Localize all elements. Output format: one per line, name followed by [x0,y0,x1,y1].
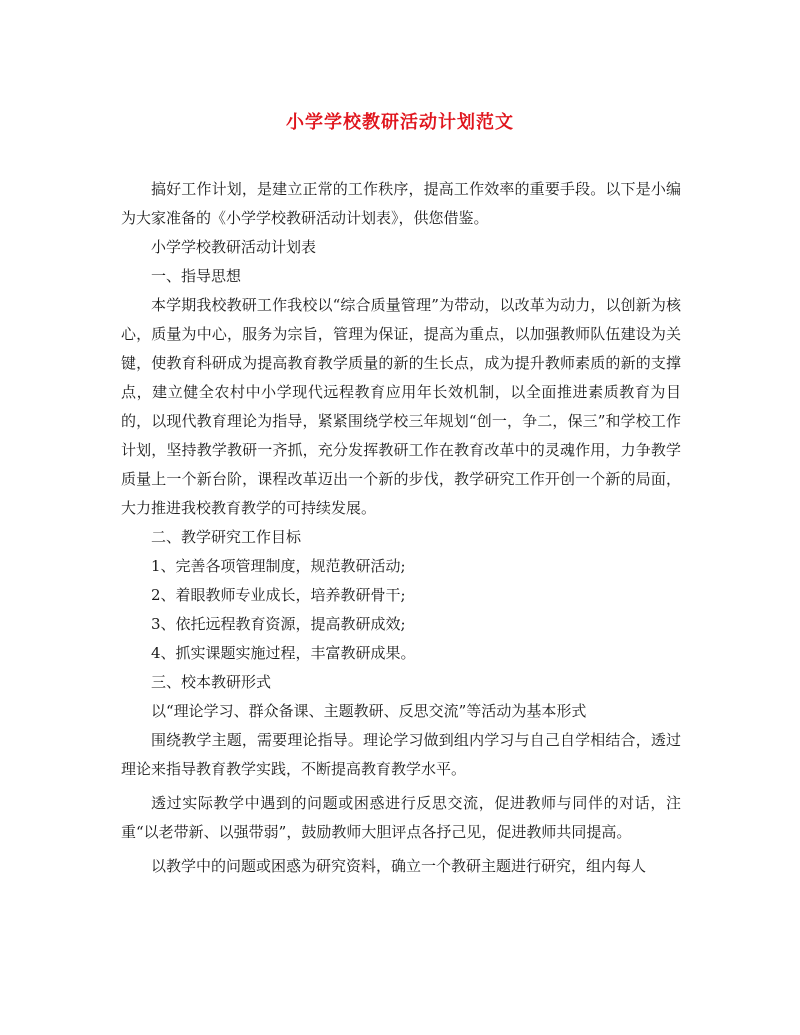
goal-item-4: 4、抓实课题实施过程，丰富教研成果。 [151,644,416,662]
guiding-ideology-paragraph: 本学期我校教研工作我校以“综合质量管理”为带动，以改革为动力，以创新为核心，质量为中心，服务为宗旨，管理为保证，提高为重点，以加强教师队伍建设为关键，使教育科研成为提高教育教学质量的新的生长点，成为提升教师素质的新的支撑点，建立健全农村中小学现代远程教育应用年长效机制，以全面推进素质教育为目的，以现代教育理论为指导，紧紧围绕学校三年规划“创一，争二，保三”和学校工作计划，坚持教学教研一齐抓，充分发挥教研工作在教育改革中的灵魂作用，力争教学质量上一个新台阶，课程改革迈出一个新的步伐，教学研究工作开创一个新的局面，大力推进我校教育教学的可持续发展。 [121,296,681,517]
topic-research-paragraph: 以教学中的问题或困惑为研究资料，确立一个教研主题进行研究，组内每人 [151,857,647,875]
section-heading-research-forms: 三、校本教研形式 [151,673,272,691]
section-heading-guiding-ideology: 一、指导思想 [151,267,242,285]
goal-item-1: 1、完善各项管理制度，规范教研活动; [151,557,406,575]
document-title: 小学学校教研活动计划范文 [286,112,514,133]
intro-paragraph: 搞好工作计划，是建立正常的工作秩序，提高工作效率的重要手段。以下是小编为大家准备的《小学学校教研活动计划表》，供您借鉴。 [121,180,681,227]
research-forms-paragraph: 以“理论学习、群众备课、主题教研、反思交流”等活动为基本形式 [151,702,587,720]
goal-item-2: 2、着眼教师专业成长，培养教研骨干; [151,586,406,604]
section-heading-plan-table: 小学学校教研活动计划表 [151,238,317,256]
goal-item-3: 3、依托远程教育资源，提高教研成效; [151,615,406,633]
document-body [121,175,681,881]
section-heading-research-goals: 二、教学研究工作目标 [151,528,302,546]
reflection-paragraph: 透过实际教学中遇到的问题或困惑进行反思交流，促进教师与同伴的对话，注重“以老带新、以强带弱”，鼓励教师大胆评点各抒己见，促进教师共同提高。 [121,794,681,841]
theory-study-paragraph: 围绕教学主题，需要理论指导。理论学习做到组内学习与自己自学相结合，透过理论来指导教育教学实践，不断提高教育教学水平。 [121,731,681,778]
